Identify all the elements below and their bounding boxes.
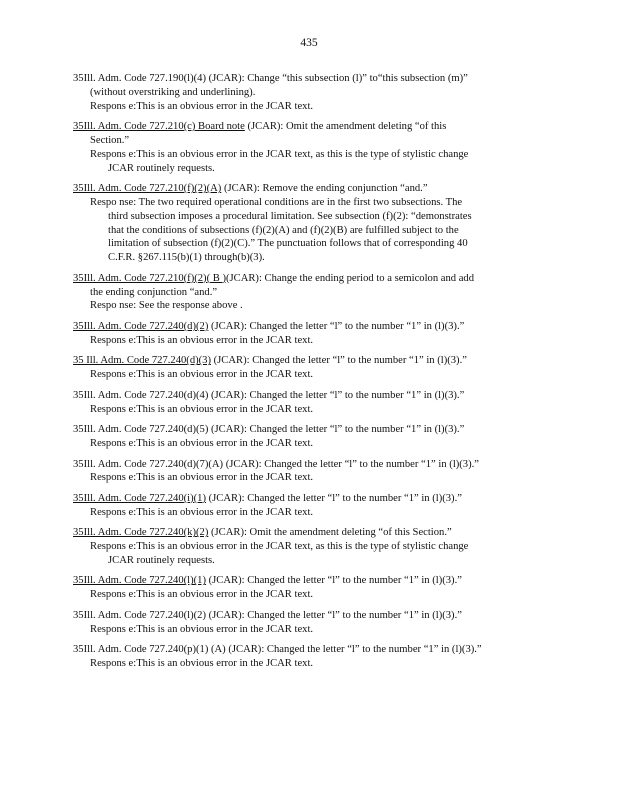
comment-entry [73,354,533,382]
response-continuation: third subsection imposes a procedural limitation. See subsection (f)(2): “demonstrates [108,210,472,222]
code-reference [73,354,533,368]
code-reference [73,389,533,403]
comment-entry [73,389,533,417]
code-reference-text: 35Ill. Adm. Code 727.240(d)(5) (JCAR): Changed the letter “l” to the number “1” in (l)(3).” [73,424,465,436]
response-continuation: JCAR routinely requests. [108,162,215,174]
comment-entry [73,574,533,602]
code-citation-underlined: 35Ill. Adm. Code 727.210(c) Board note [73,121,245,133]
comment-entry [73,526,533,567]
comment-entry [73,72,533,113]
code-citation-underlined: 35 Ill. Adm. Code 727.240(d)(3) [73,355,211,367]
code-reference-text: (JCAR): Change the ending period to a semicolon and add [226,272,475,284]
code-reference [73,72,533,86]
comment-entry [73,320,533,348]
code-reference [73,492,533,506]
comment-entry [73,643,533,671]
reference-continuation: the ending conjunction “and.” [90,286,218,298]
code-reference-text: (JCAR): Omit the amendment deleting “of this [244,121,447,133]
code-reference-text: 35Ill. Adm. Code 727.240(p)(1) (A) (JCAR): Changed the letter “l” to the number “1” in (l)(3).” [73,644,482,656]
code-citation-underlined: 35Ill. Adm. Code 727.210(f)(2)(A) [73,183,222,195]
response-text: Respons e:This is an obvious error in the JCAR text. [90,589,314,601]
comment-entry [73,423,533,451]
code-reference [73,574,533,588]
response-continuation: that the conditions of subsections (f)(2)(A) and (f)(2)(B) are fulfilled subject to the [108,224,459,236]
code-reference [73,526,533,540]
response-continuation: limitation of subsection (f)(2)(C).” The punctuation follows that of corresponding 40 [108,238,468,250]
comment-entry [73,458,533,486]
comment-entry [73,120,533,175]
response-text: Respons e:This is an obvious error in the JCAR text. [90,403,314,415]
response-text: Respons e:This is an obvious error in the JCAR text. [90,658,314,670]
code-reference [73,320,533,334]
code-reference [73,609,533,623]
code-reference-text: (JCAR): Changed the letter “l” to the number “1” in (l)(3).” [208,320,465,332]
response-text: Respons e:This is an obvious error in the JCAR text. [90,623,314,635]
code-reference-text: 35Ill. Adm. Code 727.190(l)(4) (JCAR): Change “this subsection (l)” to“this subsection (m)” [73,73,468,84]
page-number: 435 [300,37,318,49]
code-reference-text: (JCAR): Changed the letter “l” to the number “1” in (l)(3).” [206,492,462,504]
code-reference-text: 35Ill. Adm. Code 727.240(d)(4) (JCAR): Changed the letter “l” to the number “1” in (l)(3).” [73,389,465,401]
response-continuation: C.F.R. §267.115(b)(1) through(b)(3). [108,252,265,264]
comment-entry [73,182,533,265]
response-continuation: JCAR routinely requests. [108,554,215,566]
response-text: Respons e:This is an obvious error in the JCAR text, as this is the type of stylistic change [90,148,469,160]
code-reference [73,643,533,657]
comment-entry [73,609,533,637]
reference-continuation: (without overstriking and underlining). [90,86,256,98]
response-text: Respo nse: See the response above . [90,300,243,312]
response-text: Respo nse: The two required operational conditions are in the first two subsections. The [90,196,463,208]
code-citation-underlined: 35Ill. Adm. Code 727.240(i)(1) [73,492,206,504]
code-citation-underlined: 35Ill. Adm. Code 727.240(k)(2) [73,527,209,539]
reference-continuation: Section.” [90,134,130,146]
response-text: Respons e:This is an obvious error in the JCAR text. [90,334,314,346]
response-text: Respons e:This is an obvious error in the JCAR text, as this is the type of stylistic change [90,541,469,553]
code-reference [73,272,533,286]
code-citation-underlined: 35Ill. Adm. Code 727.240(l)(1) [73,575,206,587]
response-text: Respons e:This is an obvious error in the JCAR text. [90,100,314,112]
code-reference [73,423,533,437]
code-reference-text: 35Ill. Adm. Code 727.240(d)(7)(A) (JCAR): Changed the letter “l” to the number “1” in (l)(3).” [73,458,479,470]
response-text: Respons e:This is an obvious error in the JCAR text. [90,369,314,381]
comment-entry [73,492,533,520]
code-reference-text: (JCAR): Remove the ending conjunction “and.” [221,183,428,195]
code-reference-text: (JCAR): Changed the letter “l” to the number “1” in (l)(3).” [211,355,467,367]
comment-entry [73,272,533,313]
response-text: Respons e:This is an obvious error in the JCAR text. [90,506,314,518]
code-reference-text: (JCAR): Changed the letter “l” to the number “1” in (l)(3).” [206,575,462,587]
document-body [73,72,533,678]
code-reference [73,458,533,472]
code-reference-text: 35Ill. Adm. Code 727.240(l)(2) (JCAR): Changed the letter “l” to the number “1” in (l)(3).” [73,609,462,621]
response-text: Respons e:This is an obvious error in the JCAR text. [90,472,314,484]
code-citation-underlined: 35Ill. Adm. Code 727.210(f)(2)( B ) [73,272,226,284]
code-reference [73,120,533,134]
code-reference-text: (JCAR): Omit the amendment deleting “of this Section.” [208,527,452,539]
code-reference [73,182,533,196]
code-citation-underlined: 35Ill. Adm. Code 727.240(d)(2) [73,320,209,332]
response-text: Respons e:This is an obvious error in the JCAR text. [90,437,314,449]
